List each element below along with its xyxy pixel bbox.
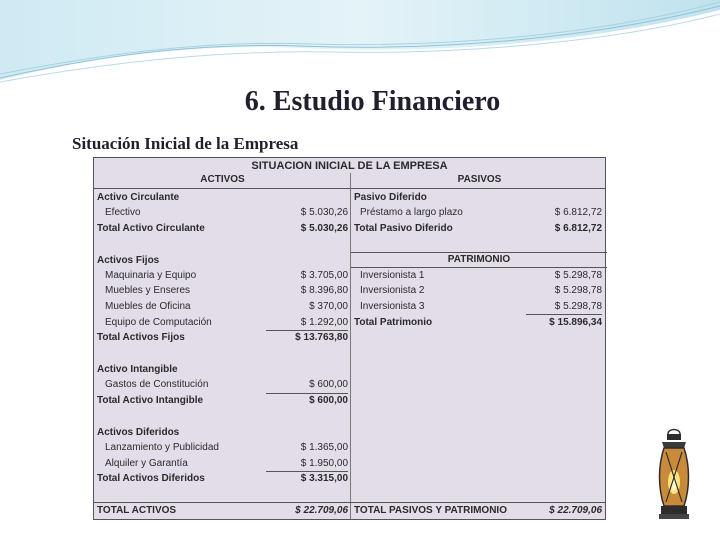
total-activo-circulante-value: $ 5.030,26 xyxy=(300,223,348,234)
list-item-label: Efectivo xyxy=(105,207,141,218)
slide-subtitle: Situación Inicial de la Empresa xyxy=(72,134,299,153)
total-activos-fijos-label: Total Activos Fijos xyxy=(97,332,185,343)
total-pasivos-label: TOTAL PASIVOS Y PATRIMONIO xyxy=(354,505,507,516)
list-item-label: Inversionista 3 xyxy=(360,301,425,312)
balance-sheet-table xyxy=(93,157,606,520)
total-activos-fijos-value: $ 13.763,80 xyxy=(295,332,348,343)
total-patrimonio-label: Total Patrimonio xyxy=(354,317,433,328)
total-patrimonio-value: $ 15.896,34 xyxy=(549,317,602,328)
total-activo-intangible-label: Total Activo Intangible xyxy=(97,395,204,406)
list-item-label: Gastos de Constitución xyxy=(105,379,209,390)
total-pasivo-diferido-label: Total Pasivo Diferido xyxy=(354,223,453,234)
list-item-value: $ 5.298,78 xyxy=(554,270,602,281)
list-item-value: $ 3.705,00 xyxy=(300,270,348,281)
list-item-label: Equipo de Computación xyxy=(105,317,212,328)
list-item-value: $ 600,00 xyxy=(309,379,348,390)
list-item-value: $ 5.298,78 xyxy=(554,285,602,296)
list-item-value: $ 1.292,00 xyxy=(300,317,348,328)
table-title: SITUACION INICIAL DE LA EMPRESA xyxy=(251,160,448,172)
slide-title: 6. Estudio Financiero xyxy=(244,86,501,117)
total-pasivo-diferido-value: $ 6.812,72 xyxy=(554,223,602,234)
list-item-label: Alquiler y Garantía xyxy=(105,458,188,469)
table-title-row xyxy=(94,159,605,173)
activos-header: ACTIVOS xyxy=(200,174,245,185)
total-activos-label: TOTAL ACTIVOS xyxy=(97,505,177,516)
decorative-wave-banner xyxy=(0,0,720,90)
list-item-label: Muebles de Oficina xyxy=(105,301,191,312)
list-item-label: Maquinaria y Equipo xyxy=(105,270,197,281)
list-item-value: $ 1.365,00 xyxy=(300,442,348,453)
total-pasivos-value: $ 22.709,06 xyxy=(549,505,602,516)
list-item-value: $ 370,00 xyxy=(309,301,348,312)
activo-intangible-label: Activo Intangible xyxy=(97,364,178,375)
patrimonio-header: PATRIMONIO xyxy=(447,254,511,265)
list-item-value: $ 8.396,80 xyxy=(300,285,348,296)
pasivos-header: PASIVOS xyxy=(457,174,502,185)
list-item-value: $ 5.298,78 xyxy=(554,301,602,312)
list-item-label: Muebles y Enseres xyxy=(105,285,191,296)
lantern-icon xyxy=(654,426,694,522)
activo-circulante-label: Activo Circulante xyxy=(97,192,180,203)
list-item-label: Inversionista 2 xyxy=(360,285,425,296)
total-activo-circulante-label: Total Activo Circulante xyxy=(97,223,205,234)
subtotal-rule xyxy=(526,314,602,315)
patrimonio-bottom-rule xyxy=(351,267,607,268)
total-activos-diferidos-label: Total Activos Diferidos xyxy=(97,473,205,484)
pasivo-diferido-label: Pasivo Diferido xyxy=(354,192,427,203)
list-item-label: Lanzamiento y Publicidad xyxy=(105,442,219,453)
list-item-value: $ 5.030,26 xyxy=(300,207,348,218)
total-activo-intangible-value: $ 600,00 xyxy=(309,395,348,406)
center-divider xyxy=(350,173,351,519)
total-activos-diferidos-value: $ 3.315,00 xyxy=(300,473,348,484)
list-item-label: Préstamo a largo plazo xyxy=(360,207,463,218)
list-item-value: $ 6.812,72 xyxy=(554,207,602,218)
total-activos-value: $ 22.709,06 xyxy=(295,505,348,516)
activos-diferidos-label: Activos Diferidos xyxy=(97,427,180,438)
list-item-label: Inversionista 1 xyxy=(360,270,425,281)
activos-fijos-label: Activos Fijos xyxy=(97,255,160,266)
list-item-value: $ 1.950,00 xyxy=(300,458,348,469)
grand-total-rule xyxy=(94,502,605,503)
